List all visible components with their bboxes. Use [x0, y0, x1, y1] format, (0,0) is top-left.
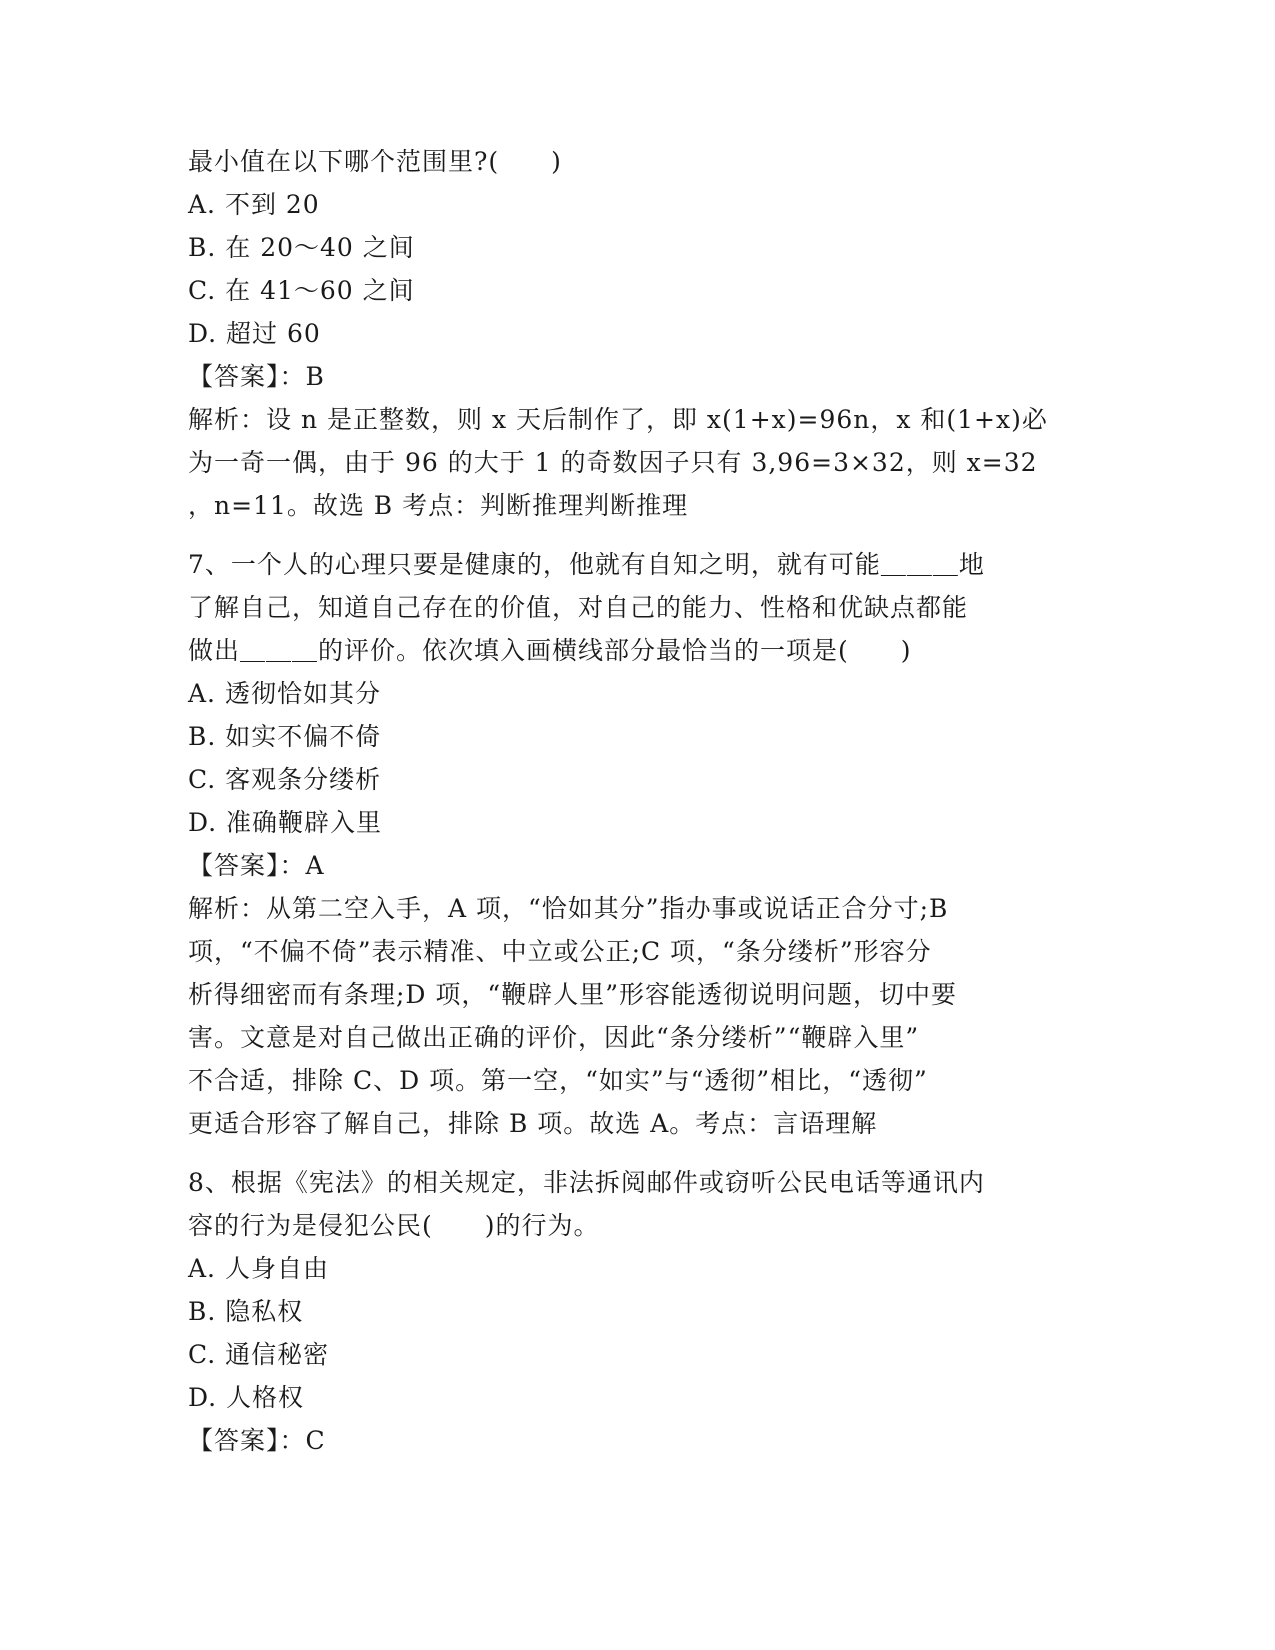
analysis-line: 项，“不偏不倚”表示精准、中立或公正;C 项，“条分缕析”形容分 — [188, 937, 932, 966]
question-stem: 8、根据《宪法》的相关规定，非法拆阅邮件或窃听公民电话等通讯内 — [188, 1168, 985, 1197]
analysis-line: 不合适，排除 C、D 项。第一空，“如实”与“透彻”相比，“透彻” — [188, 1066, 928, 1095]
analysis-line: 解析：设 n 是正整数，则 x 天后制作了，即 x(1+x)=96n，x 和(1+x)必 — [188, 405, 1048, 434]
question-stem: 7、一个人的心理只要是健康的，他就有自知之明，就有可能＿＿＿地 — [188, 550, 985, 579]
analysis-line: 为一奇一偶，由于 96 的大于 1 的奇数因子只有 3,96=3×32，则 x=32 — [188, 448, 1038, 477]
answer-line: 【答案】：A — [188, 851, 325, 880]
question-7 — [188, 543, 1088, 1145]
document-page — [188, 140, 1088, 1462]
option-b: B. 隐私权 — [188, 1297, 304, 1326]
option-d: D. 人格权 — [188, 1383, 305, 1412]
option-c: C. 客观条分缕析 — [188, 765, 382, 794]
answer-line: 【答案】：B — [188, 362, 325, 391]
question-6 — [188, 140, 1088, 527]
question-stem: 最小值在以下哪个范围里?( ) — [188, 147, 562, 176]
question-8 — [188, 1161, 1088, 1462]
option-d: D. 超过 60 — [188, 319, 321, 348]
option-c: C. 在 41～60 之间 — [188, 276, 415, 305]
question-stem: 做出＿＿＿的评价。依次填入画横线部分最恰当的一项是( ) — [188, 636, 912, 665]
analysis-line: 析得细密而有条理;D 项，“鞭辟人里”形容能透彻说明问题，切中要 — [188, 980, 957, 1009]
analysis-line: 更适合形容了解自己，排除 B 项。故选 A。考点：言语理解 — [188, 1109, 878, 1138]
option-a: A. 透彻恰如其分 — [188, 679, 381, 708]
option-b: B. 如实不偏不倚 — [188, 722, 382, 751]
option-a: A. 人身自由 — [188, 1254, 329, 1283]
analysis-line: 解析：从第二空入手，A 项，“恰如其分”指办事或说话正合分寸;B — [188, 894, 949, 923]
question-stem: 容的行为是侵犯公民( )的行为。 — [188, 1211, 600, 1240]
option-b: B. 在 20～40 之间 — [188, 233, 415, 262]
option-a: A. 不到 20 — [188, 190, 320, 219]
question-stem: 了解自己，知道自己存在的价值，对自己的能力、性格和优缺点都能 — [188, 593, 969, 622]
question-spacer — [188, 527, 1088, 543]
analysis-line: ，n=11。故选 B 考点：判断推理判断推理 — [188, 491, 689, 520]
option-d: D. 准确鞭辟入里 — [188, 808, 383, 837]
question-spacer — [188, 1145, 1088, 1161]
option-c: C. 通信秘密 — [188, 1340, 330, 1369]
analysis-line: 害。文意是对自己做出正确的评价，因此“条分缕析”“鞭辟入里” — [188, 1023, 920, 1052]
answer-line: 【答案】：C — [188, 1426, 326, 1455]
